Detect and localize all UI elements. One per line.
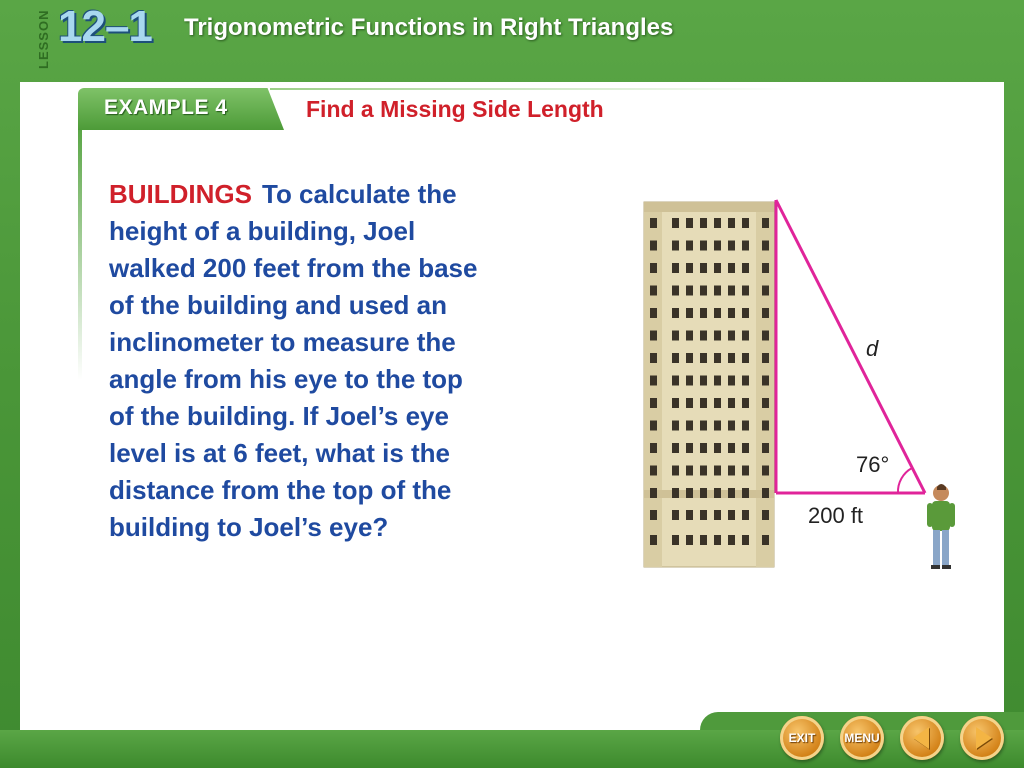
building-window [686,263,693,273]
problem-line-7: of the building. If Joel’s eye [109,401,449,431]
building-window [762,331,769,341]
building-window [700,376,707,386]
building-window [714,353,721,363]
building-window [686,353,693,363]
building-window [742,535,749,545]
building-window [700,241,707,251]
building-window [714,331,721,341]
building-window [728,286,735,296]
lesson-title: Trigonometric Functions in Right Triangles [184,14,674,41]
building-window [762,286,769,296]
building-window [742,308,749,318]
building-window [714,286,721,296]
building-window [672,241,679,251]
building-window [650,331,657,341]
building-window [650,218,657,228]
building-window [762,353,769,363]
building-window [728,466,735,476]
problem-line-3: walked 200 feet from the base [109,253,478,283]
building-window [728,331,735,341]
building-window [742,286,749,296]
building-window [762,421,769,431]
building-window [686,241,693,251]
building-window [762,308,769,318]
building-window [650,510,657,520]
building-window [742,263,749,273]
building-window [714,488,721,498]
building-window [650,241,657,251]
building-window [672,331,679,341]
arrow-left-icon [913,727,929,749]
building-window [728,535,735,545]
menu-label: MENU [844,731,880,745]
building-window [714,398,721,408]
building-window [714,376,721,386]
building-window [762,466,769,476]
building-window [686,376,693,386]
exit-label: EXIT [788,731,816,745]
building-window [700,398,707,408]
problem-line-1 [109,176,609,213]
problem-line-text: To calculate the [262,179,457,209]
triangle [776,200,925,493]
building-window [728,241,735,251]
building-window [742,488,749,498]
building-window [686,308,693,318]
building-window [714,510,721,520]
building-window [672,466,679,476]
building-window [714,241,721,251]
building-window [672,263,679,273]
left-rule [78,130,82,380]
previous-button[interactable] [900,716,944,760]
building-window [650,443,657,453]
building-window [686,286,693,296]
arrow-right-icon [976,727,992,749]
building-window [728,443,735,453]
building-window [714,466,721,476]
building-window [714,443,721,453]
problem-line-8: level is at 6 feet, what is the [109,438,451,468]
building-window [742,398,749,408]
building-window [672,421,679,431]
building-window [728,218,735,228]
example-label: EXAMPLE 4 [104,96,228,119]
building-window [686,421,693,431]
building-window [650,286,657,296]
building-window [672,353,679,363]
building-window [728,510,735,520]
building-window [762,535,769,545]
building-window [714,308,721,318]
building-window [686,331,693,341]
building-window [672,218,679,228]
building-window [650,376,657,386]
example-title: Find a Missing Side Length [306,96,604,122]
building-window [714,421,721,431]
building-window [714,218,721,228]
building-window [700,510,707,520]
hypotenuse-label: d [866,336,879,361]
building-window [686,535,693,545]
building-window [762,398,769,408]
building-window [742,466,749,476]
building-window [672,443,679,453]
building-window [762,376,769,386]
building-window [742,443,749,453]
building-window [728,488,735,498]
building-window [650,488,657,498]
building-window [714,535,721,545]
building-window [686,443,693,453]
building-window [672,308,679,318]
building-window [700,353,707,363]
building-window [672,488,679,498]
building-window [672,535,679,545]
problem-line-2: height of a building, Joel [109,216,416,246]
building-window [742,376,749,386]
building-window [650,353,657,363]
building-window [672,286,679,296]
exit-button[interactable] [780,716,824,760]
building-window [700,421,707,431]
building-window [650,263,657,273]
building-window [700,263,707,273]
building-window [672,376,679,386]
building-window [686,510,693,520]
problem-line-10: building to Joel’s eye? [109,512,389,542]
building-window [686,398,693,408]
building-window [762,443,769,453]
building-window [742,218,749,228]
building-window [672,510,679,520]
building-window [728,376,735,386]
building-window [762,488,769,498]
building-window [762,218,769,228]
building-window [762,263,769,273]
building-window [700,286,707,296]
header-divider [270,88,790,90]
building-triangle-figure [640,190,970,580]
building-window [700,466,707,476]
building-window [700,535,707,545]
building-window [728,421,735,431]
building-window [728,398,735,408]
person-joel [927,484,955,569]
problem-keyword: BUILDINGS [109,179,252,209]
building-window [728,263,735,273]
building-illustration [644,202,774,567]
building-window [700,218,707,228]
building-window [650,421,657,431]
building-window [742,353,749,363]
lesson-tag: LESSON [36,9,51,69]
building-window [686,488,693,498]
building-window [742,510,749,520]
building-window [700,308,707,318]
base-label: 200 ft [808,503,864,528]
menu-button[interactable] [840,716,884,760]
building-window [728,308,735,318]
building-window [650,466,657,476]
building-window [742,241,749,251]
building-window [742,421,749,431]
problem-line-4: of the building and used an [109,290,447,320]
problem-line-5: inclinometer to measure the [109,327,456,357]
problem-line-9: distance from the top of the [109,475,452,505]
angle-label: 76° [856,452,890,477]
building-window [650,535,657,545]
lesson-number: 12–1 [58,2,152,51]
building-window [700,443,707,453]
building-window [700,331,707,341]
building-window [714,263,721,273]
building-window [650,308,657,318]
problem-line-6: angle from his eye to the top [109,364,463,394]
building-window [700,488,707,498]
building-window [762,510,769,520]
next-button[interactable] [960,716,1004,760]
problem-text [109,176,609,546]
building-window [672,398,679,408]
building-window [686,218,693,228]
building-window [686,466,693,476]
building-window [762,241,769,251]
building-window [650,398,657,408]
building-window [742,331,749,341]
building-window [728,353,735,363]
